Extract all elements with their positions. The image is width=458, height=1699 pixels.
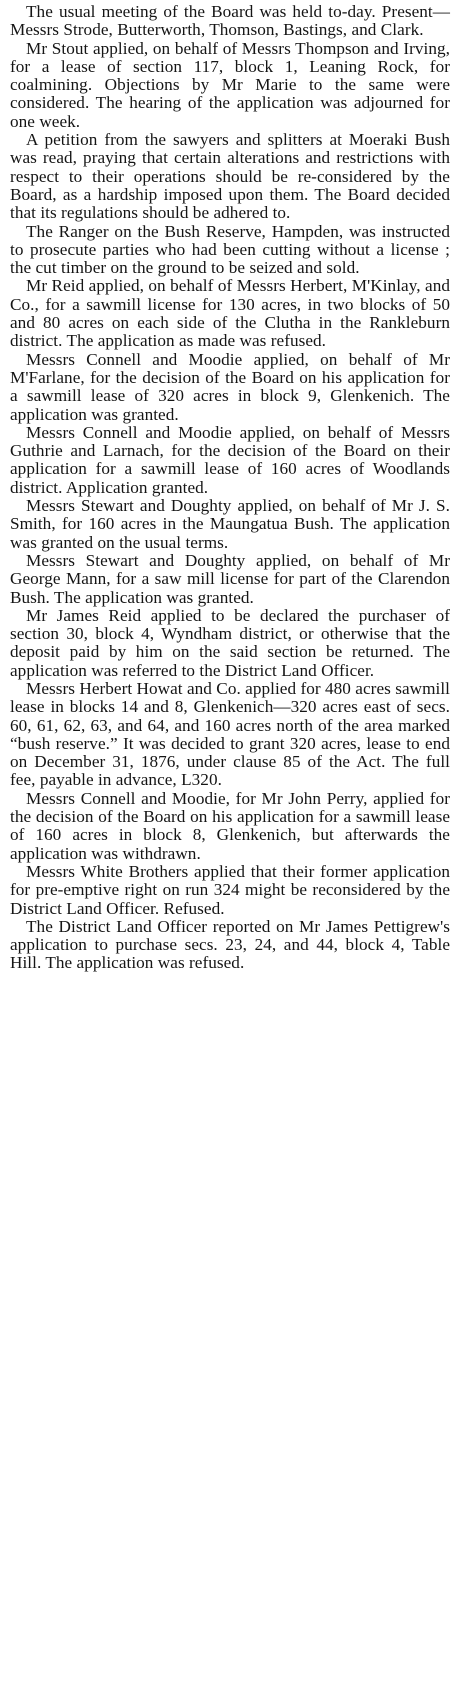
paragraph-white-brothers: Messrs White Brothers applied that their former application for pre-emptive right on run 324 might be reconsidered by the District Land Officer. Refused. (10, 861, 450, 918)
paragraph-stout-application: Mr Stout applied, on behalf of Messrs Thompson and Irving, for a lease of section 117, block 1, Leaning Rock, for coalmining. Objections by Mr Marie to the same were considered. The hearing of the application was adjourned for one week. (10, 38, 450, 131)
paragraph-moeraki-petition: A petition from the sawyers and splitters at Moeraki Bush was read, praying that certain alterations and restrictions with respect to their operations should be re-considered by the Board, as a hardship imposed upon them. The Board decided that its regulations should be adhered to. (10, 130, 450, 223)
paragraph-connell-mfarlane: Messrs Connell and Moodie applied, on behalf of Mr M'Farlane, for the decision of the Board on his application for a sawmill lease of 320 acres in block 9, Glenkenich. The application was granted. (10, 349, 450, 424)
paragraph-connell-perry: Messrs Connell and Moodie, for Mr John Perry, applied for the decision of the Board on his application for a sawmill lease of 160 acres in block 8, Glenkenich, but afterwards the application was withdrawn. (10, 788, 450, 863)
paragraph-connell-guthrie: Messrs Connell and Moodie applied, on behalf of Messrs Guthrie and Larnach, for the decision of the Board on their application for a sawmill lease of 160 acres of Woodlands district. Application granted. (10, 422, 450, 497)
paragraph-meeting: The usual meeting of the Board was held to-day. Present—Messrs Strode, Butterworth, Thomson, Bastings, and Clark. (10, 2, 450, 40)
paragraph-pettigrew: The District Land Officer reported on Mr James Pettigrew's application to purchase secs. 23, 24, and 44, block 4, Table Hill. The application was refused. (10, 916, 450, 973)
paragraph-james-reid: Mr James Reid applied to be declared the purchaser of section 30, block 4, Wyndham district, or otherwise that the deposit paid by him on the said section be returned. The application was referred to the District Land Officer. (10, 605, 450, 680)
paragraph-herbert-howat: Messrs Herbert Howat and Co. applied for 480 acres sawmill lease in blocks 14 and 8, Glenkenich—320 acres east of secs. 60, 61, 62, 63, and 64, and 160 acres north of the area marked “bush reserve.” It was decided to grant 320 acres, lease to end on December 31, 1876, under clause 85 of the Act. The full fee, payable in advance, L320. (10, 678, 450, 790)
paragraph-ranger-hampden: The Ranger on the Bush Reserve, Hampden, was instructed to prosecute parties who had been cutting without a license ; the cut timber on the ground to be seized and sold. (10, 221, 450, 278)
paragraph-reid-herbert: Mr Reid applied, on behalf of Messrs Herbert, M'Kinlay, and Co., for a sawmill license for 130 acres, in two blocks of 50 and 80 acres on each side of the Clutha in the Rankleburn district. The application as made was refused. (10, 276, 450, 351)
paragraph-stewart-mann: Messrs Stewart and Doughty applied, on behalf of Mr George Mann, for a saw mill license for part of the Clarendon Bush. The application was granted. (10, 550, 450, 607)
paragraph-stewart-smith: Messrs Stewart and Doughty applied, on behalf of Mr J. S. Smith, for 160 acres in the Maungatua Bush. The application was granted on the usual terms. (10, 496, 450, 552)
